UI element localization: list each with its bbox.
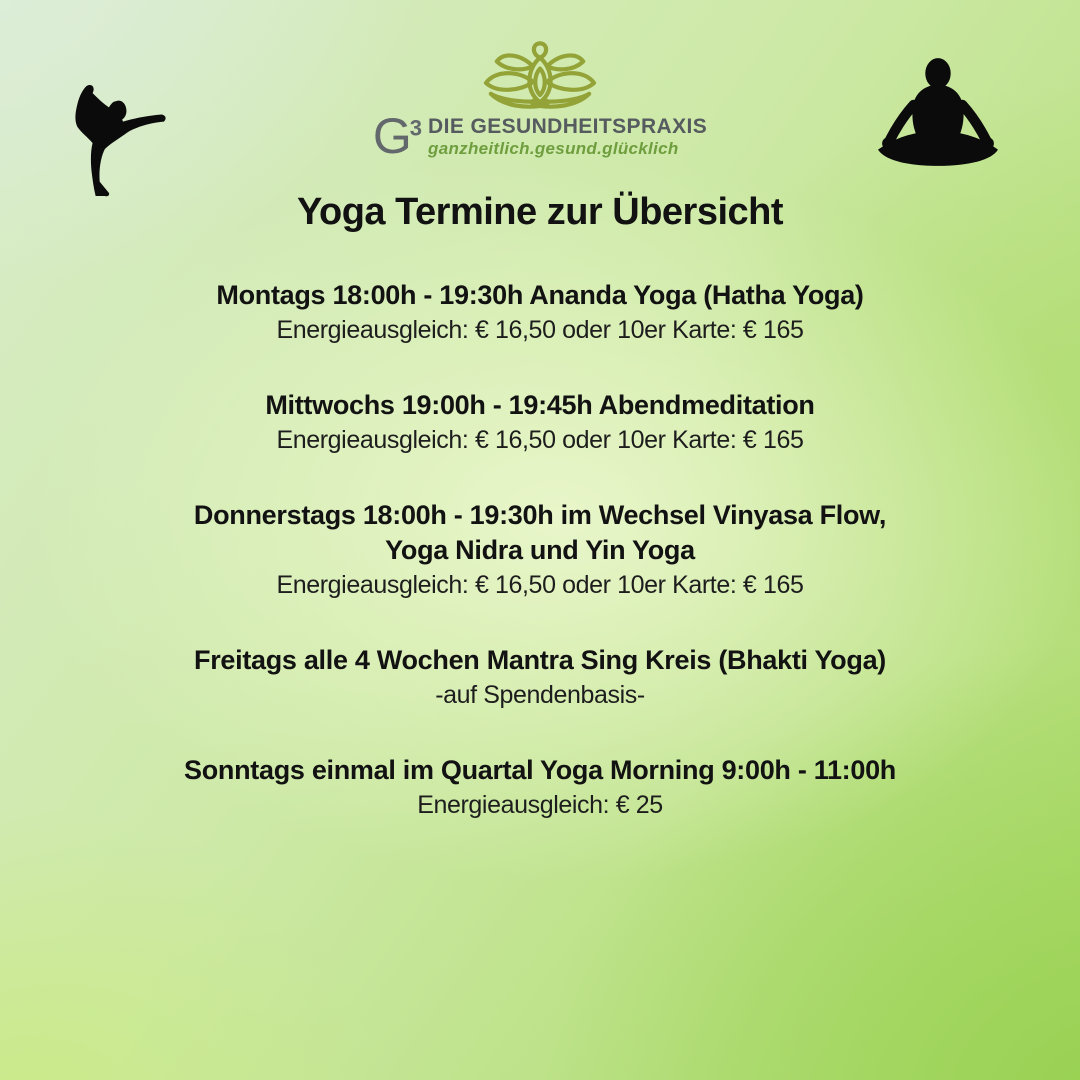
brand-mark-superscript: 3 (409, 115, 423, 141)
schedule-details: Energieausgleich: € 16,50 oder 10er Karte: € 165 (276, 316, 804, 344)
schedule-details: Energieausgleich: € 16,50 oder 10er Karte: € 165 (276, 571, 804, 599)
schedule-heading: Montags 18:00h - 19:30h Ananda Yoga (Hatha Yoga) (216, 280, 864, 310)
schedule-item-montags (216, 278, 863, 348)
brand-logo (372, 36, 708, 164)
brand-mark-letter: G (372, 108, 410, 164)
schedule-details: Energieausgleich: € 25 (417, 791, 663, 819)
brand-tagline: ganzheitlich.gesund.glücklich (428, 139, 679, 158)
lotus-flower-icon (474, 36, 606, 118)
schedule-item-freitags (194, 643, 886, 713)
schedule-item-donnerstags (194, 498, 886, 603)
schedule-heading: Sonntags einmal im Quartal Yoga Morning 9:00h - 11:00h (184, 755, 896, 785)
schedule-details: Energieausgleich: € 16,50 oder 10er Karte: € 165 (276, 426, 804, 454)
schedule-item-mittwochs (265, 388, 814, 458)
schedule-list (184, 278, 896, 863)
brand-mark (372, 108, 423, 164)
page-title: Yoga Termine zur Übersicht (296, 191, 784, 233)
schedule-heading-line2: Yoga Nidra und Yin Yoga (385, 535, 695, 565)
schedule-heading: Freitags alle 4 Wochen Mantra Sing Kreis (Bhakti Yoga) (194, 645, 886, 675)
schedule-heading: Donnerstags 18:00h - 19:30h im Wechsel Vinyasa Flow, (193, 500, 887, 530)
brand-name: DIE GESUNDHEITSPRAXIS (428, 115, 708, 138)
schedule-details: -auf Spendenbasis- (435, 681, 645, 709)
schedule-item-sonntags (184, 753, 896, 823)
schedule-heading: Mittwochs 19:00h - 19:45h Abendmeditation (265, 390, 815, 420)
